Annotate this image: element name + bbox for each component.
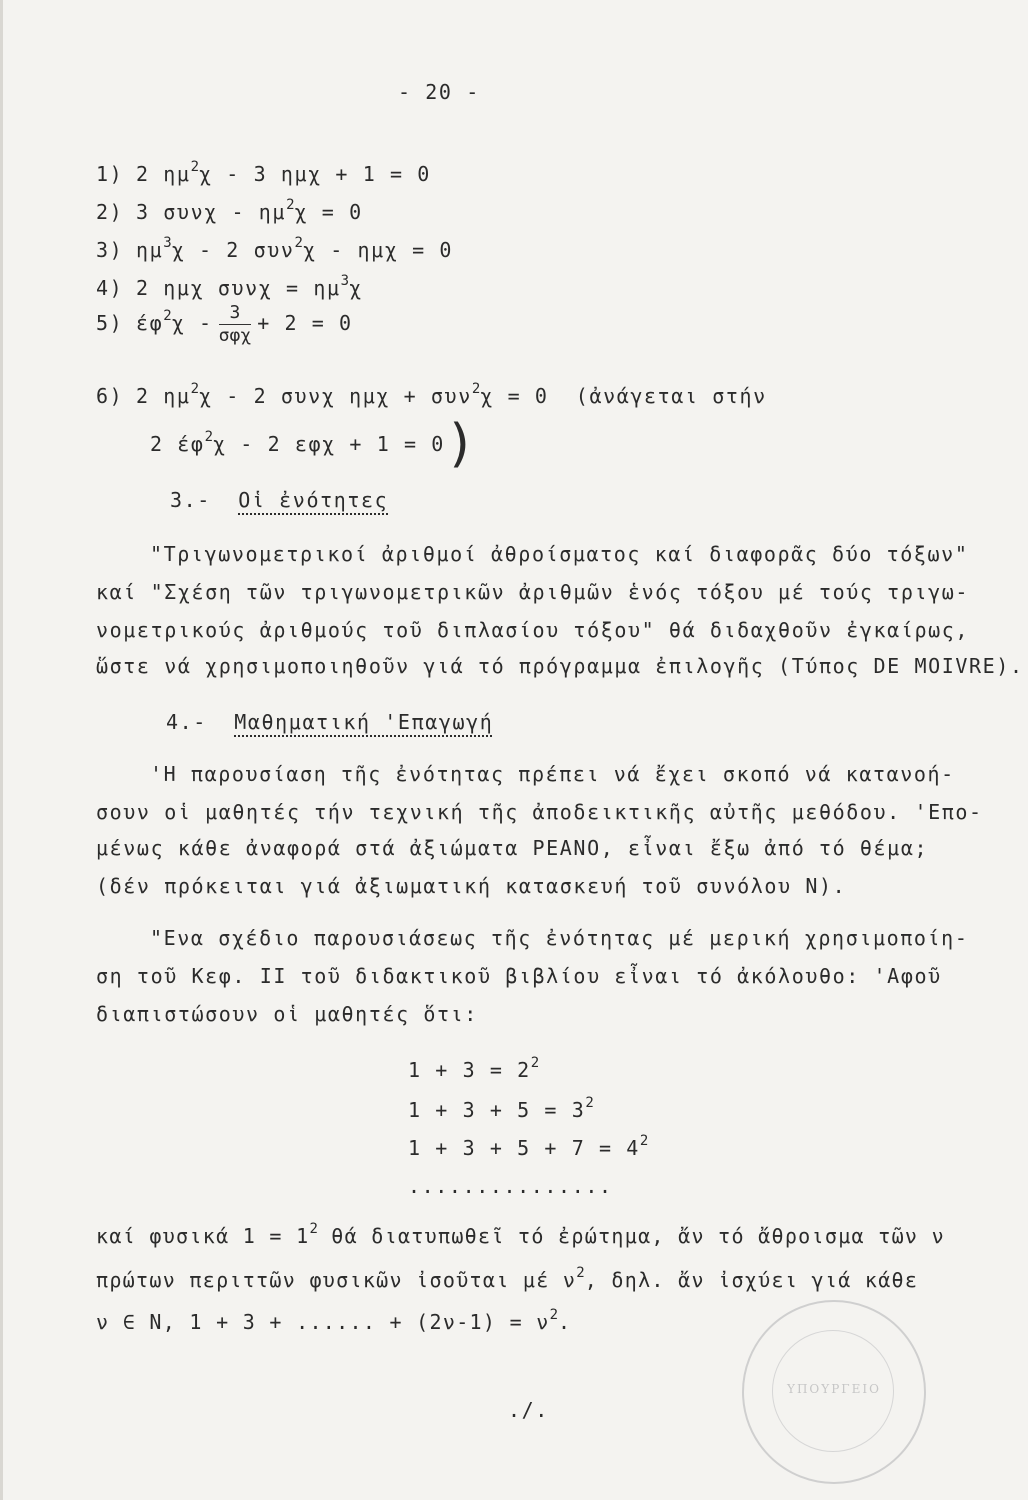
- exponent: 3: [163, 235, 172, 251]
- stamp-text: ΥΠΟΥΡΓΕΙΟ: [787, 1382, 881, 1396]
- equation-6-continued: [150, 414, 477, 474]
- eq-text: έφ: [136, 311, 164, 335]
- paragraph-line: σουν οἱ μαθητές τήν τεχνική τῆς ἀποδεικτικῆς αὐτῆς μεθόδου. 'Επο-: [96, 800, 983, 824]
- paragraph-line: νομετρικούς ἀριθμούς τοῦ διπλασίου τόξου" θά διδαχθοῦν ἐγκαίρως,: [96, 618, 970, 642]
- paragraph-line: ση τοῦ Κεφ. II τοῦ διδακτικοῦ βιβλίου εἶναι τό ἀκόλουθο: 'Αφοῦ: [96, 964, 942, 988]
- equation-1: [96, 160, 431, 184]
- eq-text: 3 συνχ - ημ: [136, 200, 287, 224]
- fraction: [219, 304, 252, 345]
- sum-line-3: [408, 1134, 648, 1158]
- equation-5: [96, 304, 353, 345]
- paragraph-line: (δέν πρόκειται γιά ἀξιωματική κατασκευή τοῦ συνόλου N).: [96, 874, 847, 898]
- paragraph-line: 'Η παρουσίαση τῆς ἐνότητας πρέπει νά ἔχει σκοπό νά κατανοή-: [150, 762, 955, 786]
- eq-text: χ - 2 συν: [171, 238, 295, 262]
- sum-text: 1 + 3 + 5 = 3: [408, 1098, 586, 1122]
- eq-text: χ - 3 ημχ + 1 = 0: [199, 162, 431, 186]
- section-title: Οἱ ἐνότητες: [238, 488, 389, 512]
- exponent: 2: [585, 1095, 594, 1111]
- equation-2: [96, 198, 363, 222]
- continuation-mark: ./.: [508, 1398, 549, 1422]
- exponent: 2: [549, 1307, 559, 1323]
- section-3-heading: [170, 490, 388, 510]
- eq-text: χ - 2 εφχ + 1 = 0: [213, 432, 445, 456]
- paragraph-line: καί "Σχέση τῶν τριγωνομετρικῶν ἀριθμῶν ἑνός τόξου μέ τούς τριγω-: [96, 580, 970, 604]
- final-text: , δηλ. ἄν ἰσχύει γιά κάθε: [584, 1268, 919, 1292]
- equation-4: [96, 274, 363, 298]
- sum-text: 1 + 3 + 5 + 7 = 4: [408, 1136, 640, 1160]
- paragraph-line: ὥστε νά χρησιμοποιηθοῦν γιά τό πρόγραμμα ἐπιλογῆς (Τύπος DE MOIVRE).: [96, 654, 1024, 678]
- exponent: 2: [294, 235, 303, 251]
- final-line-1: [96, 1222, 945, 1246]
- exponent: 2: [639, 1133, 649, 1149]
- final-line-3: [96, 1308, 571, 1332]
- page-number: - 20 -: [398, 80, 480, 104]
- exponent: 2: [309, 1221, 318, 1237]
- final-text: .: [558, 1310, 572, 1334]
- scan-edge: [0, 0, 3, 1500]
- equation-6: [96, 382, 767, 406]
- exponent: 3: [340, 273, 350, 289]
- paragraph-line: διαπιστώσουν οἱ μαθητές ὅτι:: [96, 1002, 478, 1026]
- official-stamp: [742, 1300, 926, 1484]
- eq-number: 3): [96, 238, 124, 262]
- eq-text: + 2 = 0: [257, 311, 353, 335]
- paragraph-line: "Ενα σχέδιο παρουσιάσεως τῆς ἐνότητας μέ μερική χρησιμοποίη-: [150, 926, 969, 950]
- exponent: 2: [530, 1055, 540, 1071]
- exponent: 2: [190, 381, 200, 397]
- closing-parenthesis: ): [444, 414, 477, 474]
- eq-number: 1): [96, 162, 124, 186]
- final-text: θά διατυπωθεῖ τό ἐρώτημα, ἄν τό ἄθροισμα τῶν ν: [317, 1224, 945, 1248]
- final-line-2: [96, 1266, 918, 1290]
- eq-text: χ = 0: [294, 200, 363, 224]
- eq-text: χ -: [171, 311, 213, 335]
- eq-number: 4): [96, 276, 124, 300]
- fraction-denominator: σφχ: [218, 325, 252, 346]
- eq-text: 2 ημ: [136, 384, 191, 408]
- paragraph-line: "Τριγωνομετρικοί ἀριθμοί ἀθροίσματος καί διαφορᾶς δύο τόξων": [150, 542, 969, 566]
- exponent: 2: [190, 159, 200, 175]
- exponent: 2: [471, 381, 481, 397]
- equation-3: [96, 236, 453, 260]
- exponent: 2: [286, 197, 295, 213]
- final-text: πρώτων περιττῶν φυσικῶν ἰσοῦται μέ ν: [96, 1268, 577, 1292]
- eq-number: 2): [96, 200, 124, 224]
- eq-text: χ - ημχ = 0: [302, 238, 454, 262]
- final-text: ν ∈ N, 1 + 3 + ...... + (2ν-1) = ν: [96, 1310, 550, 1334]
- eq-text: 2 ημ: [136, 162, 191, 186]
- exponent: 2: [204, 429, 214, 445]
- exponent: 2: [163, 308, 172, 324]
- fraction-numerator: 3: [219, 304, 252, 325]
- eq-text: 2 έφ: [150, 432, 205, 456]
- paragraph-line: μένως κάθε ἀναφορά στά ἀξιώματα PEANO, εἶναι ἔξω ἀπό τό θέμα;: [96, 836, 929, 860]
- eq-text: χ - 2 συνχ ημχ + συν: [199, 384, 472, 408]
- sum-text: 1 + 3 = 2: [408, 1058, 531, 1082]
- section-title: Μαθηματική 'Επαγωγή: [234, 710, 494, 734]
- sum-line-1: [408, 1056, 539, 1080]
- eq-text: χ: [349, 276, 363, 300]
- section-number: 3.-: [170, 488, 211, 512]
- exponent: 2: [576, 1265, 585, 1281]
- ellipsis-row: ...............: [408, 1174, 613, 1198]
- eq-text: ημ: [136, 238, 164, 262]
- final-text: καί φυσικά 1 = 1: [96, 1224, 310, 1248]
- section-number: 4.-: [166, 710, 207, 734]
- eq-note: (ἀνάγεται στήν: [575, 384, 767, 408]
- section-4-heading: [166, 712, 493, 732]
- eq-number: 6): [96, 384, 124, 408]
- sum-line-2: [408, 1096, 594, 1120]
- eq-number: 5): [96, 311, 124, 335]
- eq-text: χ = 0: [480, 384, 549, 408]
- eq-text: 2 ημχ συνχ = ημ: [136, 276, 341, 300]
